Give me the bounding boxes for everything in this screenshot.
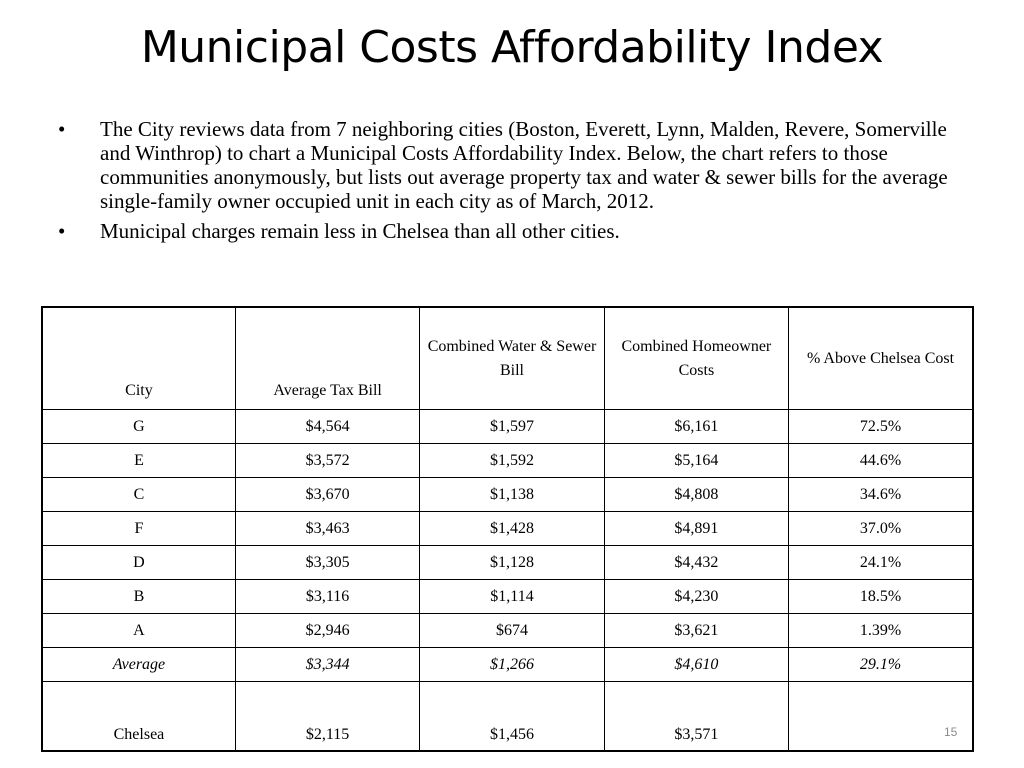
cell-water-sewer: $1,428: [420, 512, 604, 546]
cell-tax-bill: $2,946: [235, 614, 419, 648]
cell-city: C: [42, 478, 235, 512]
cell-city: B: [42, 580, 235, 614]
cell-tax-bill: $3,572: [235, 444, 419, 478]
cell-water-sewer: $1,266: [420, 648, 604, 682]
bullet-item: [56, 219, 956, 243]
cell-homeowner-costs: $4,808: [604, 478, 788, 512]
cell-above-chelsea: 44.6%: [789, 444, 973, 478]
cell-above-chelsea: 34.6%: [789, 478, 973, 512]
table-row: [42, 614, 973, 648]
page-number: 15: [944, 725, 958, 739]
cell-water-sewer: $1,128: [420, 546, 604, 580]
cell-above-chelsea: [789, 682, 973, 752]
cell-homeowner-costs: $4,230: [604, 580, 788, 614]
bullet-marker: •: [58, 117, 66, 141]
table-row: [42, 512, 973, 546]
table-row-chelsea: [42, 682, 973, 752]
bullet-text: Municipal charges remain less in Chelsea than all other cities.: [100, 219, 620, 243]
cell-city: Average: [42, 648, 235, 682]
header-water-sewer-bill: Combined Water & Sewer Bill: [420, 307, 604, 410]
cell-tax-bill: $3,305: [235, 546, 419, 580]
cell-tax-bill: $3,670: [235, 478, 419, 512]
table-row: [42, 444, 973, 478]
table-row: [42, 410, 973, 444]
table-row-average: [42, 648, 973, 682]
cell-above-chelsea: 24.1%: [789, 546, 973, 580]
cell-water-sewer: $1,114: [420, 580, 604, 614]
cell-homeowner-costs: $3,621: [604, 614, 788, 648]
cell-homeowner-costs: $6,161: [604, 410, 788, 444]
cell-homeowner-costs: $3,571: [604, 682, 788, 752]
cell-above-chelsea: 1.39%: [789, 614, 973, 648]
cell-above-chelsea: 29.1%: [789, 648, 973, 682]
cell-water-sewer: $1,592: [420, 444, 604, 478]
table-header-row: [42, 307, 973, 410]
bullet-marker: •: [58, 219, 66, 243]
cell-tax-bill: $3,344: [235, 648, 419, 682]
slide-title: Municipal Costs Affordability Index: [140, 22, 884, 73]
cell-tax-bill: $4,564: [235, 410, 419, 444]
header-above-chelsea: % Above Chelsea Cost: [789, 307, 973, 410]
header-city: City: [42, 307, 235, 410]
cell-water-sewer: $1,597: [420, 410, 604, 444]
cell-tax-bill: $2,115: [235, 682, 419, 752]
bullet-list: [56, 117, 956, 249]
header-average-tax-bill: Average Tax Bill: [235, 307, 419, 410]
cell-water-sewer: $1,456: [420, 682, 604, 752]
cell-water-sewer: $1,138: [420, 478, 604, 512]
cell-homeowner-costs: $5,164: [604, 444, 788, 478]
bullet-item: [56, 117, 956, 213]
cell-tax-bill: $3,116: [235, 580, 419, 614]
bullet-text: The City reviews data from 7 neighboring cities (Boston, Everett, Lynn, Malden, Revere, Somerville and Winthrop) to chart a Municipal Costs Affordability Index. Below, the chart refers to those communities anonymously, but lists out average property tax and water & sewer bills for the average single-family owner occupied unit in each city as of March, 2012.: [100, 117, 948, 213]
cell-homeowner-costs: $4,432: [604, 546, 788, 580]
cell-homeowner-costs: $4,891: [604, 512, 788, 546]
cell-city: G: [42, 410, 235, 444]
table-row: [42, 546, 973, 580]
cell-city: E: [42, 444, 235, 478]
cell-homeowner-costs: $4,610: [604, 648, 788, 682]
cell-water-sewer: $674: [420, 614, 604, 648]
cell-city: A: [42, 614, 235, 648]
cell-city: F: [42, 512, 235, 546]
cell-city: D: [42, 546, 235, 580]
cell-above-chelsea: 37.0%: [789, 512, 973, 546]
cell-above-chelsea: 18.5%: [789, 580, 973, 614]
cell-above-chelsea: 72.5%: [789, 410, 973, 444]
header-homeowner-costs: Combined Homeowner Costs: [604, 307, 788, 410]
table-row: [42, 478, 973, 512]
table-row: [42, 580, 973, 614]
cell-city: Chelsea: [42, 682, 235, 752]
cell-tax-bill: $3,463: [235, 512, 419, 546]
affordability-table: [41, 306, 974, 752]
